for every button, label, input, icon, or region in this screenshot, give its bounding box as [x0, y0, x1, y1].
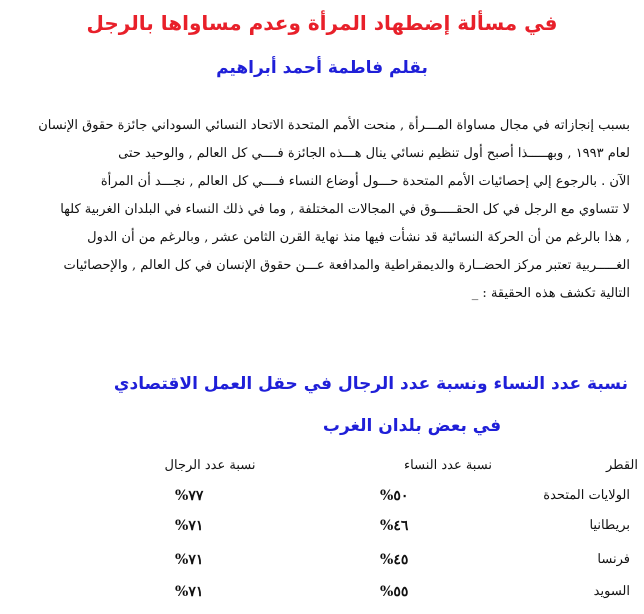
- section-title: نسبة عدد النساء ونسبة عدد الرجال في حقل العمل الاقتصادي: [113, 374, 628, 394]
- page-title: في مسألة إضطهاد المرأة وعدم مساواها بالرجل: [86, 11, 558, 35]
- article-line: , هذا بالرغم من أن الحركة النسائية قد نشأت فيها منذ نهاية القرن الثامن عشر , وبالرغم من أن الدول: [87, 230, 630, 245]
- column-header-women: نسبة عدد النساء: [404, 458, 492, 473]
- article-line: لعام ١٩٩٣ , وبهـــــذا أصبح أول تنظيم نسائي ينال هـــذه الجائزة فــــي كل العالم , والوحيد حتى: [118, 146, 630, 161]
- column-header-country: القطر: [606, 458, 638, 473]
- women-percent-cell: %٤٥: [380, 552, 409, 568]
- table-row: [0, 482, 644, 510]
- men-percent-cell: %٧١: [175, 584, 204, 600]
- section-subtitle: في بعض بلدان الغرب: [322, 416, 502, 436]
- women-percent-cell: %٥٠: [380, 488, 409, 504]
- article-line: لا تتساوي مع الرجل في كل الحقـــــوق في المجالات المختلفة , وما في ذلك النساء في البلدان الغربية كلها: [60, 202, 630, 217]
- table-row: [0, 546, 644, 574]
- women-percent-cell: %٤٦: [380, 518, 409, 534]
- article-line: بسبب إنجازاته في مجال مساواة المـــرأة , منحت الأمم المتحدة الاتحاد النسائي السوداني جائزة حقوق الإنسان: [38, 118, 630, 133]
- men-percent-cell: %٧١: [175, 518, 204, 534]
- women-percent-cell: %٥٥: [380, 584, 409, 600]
- men-percent-cell: %٧١: [175, 552, 204, 568]
- table-row: [0, 512, 644, 540]
- article-line: الغـــــربية تعتبر مركز الحضــارة والديمقراطية والمدافعة عـــن حقوق الإنسان في كل العالم , والإحصائيات: [63, 258, 630, 273]
- column-header-men: نسبة عدد الرجال: [164, 458, 256, 473]
- article-line: التالية تكشف هذه الحقيقة : _: [471, 286, 630, 301]
- country-cell: فرنسا: [597, 552, 630, 567]
- author-byline: بقلم فاطمة أحمد أبراهيم: [216, 58, 428, 78]
- country-cell: السويد: [593, 584, 630, 599]
- article-line: الآن . بالرجوع إلي إحصائيات الأمم المتحدة حـــول أوضاع النساء فــــي كل العالم , نجـــد أن المرأة: [100, 174, 630, 189]
- country-cell: الولايات المتحدة: [543, 488, 630, 503]
- men-percent-cell: %٧٧: [175, 488, 204, 504]
- table-row: [0, 578, 644, 606]
- country-cell: بريطانيا: [589, 518, 630, 533]
